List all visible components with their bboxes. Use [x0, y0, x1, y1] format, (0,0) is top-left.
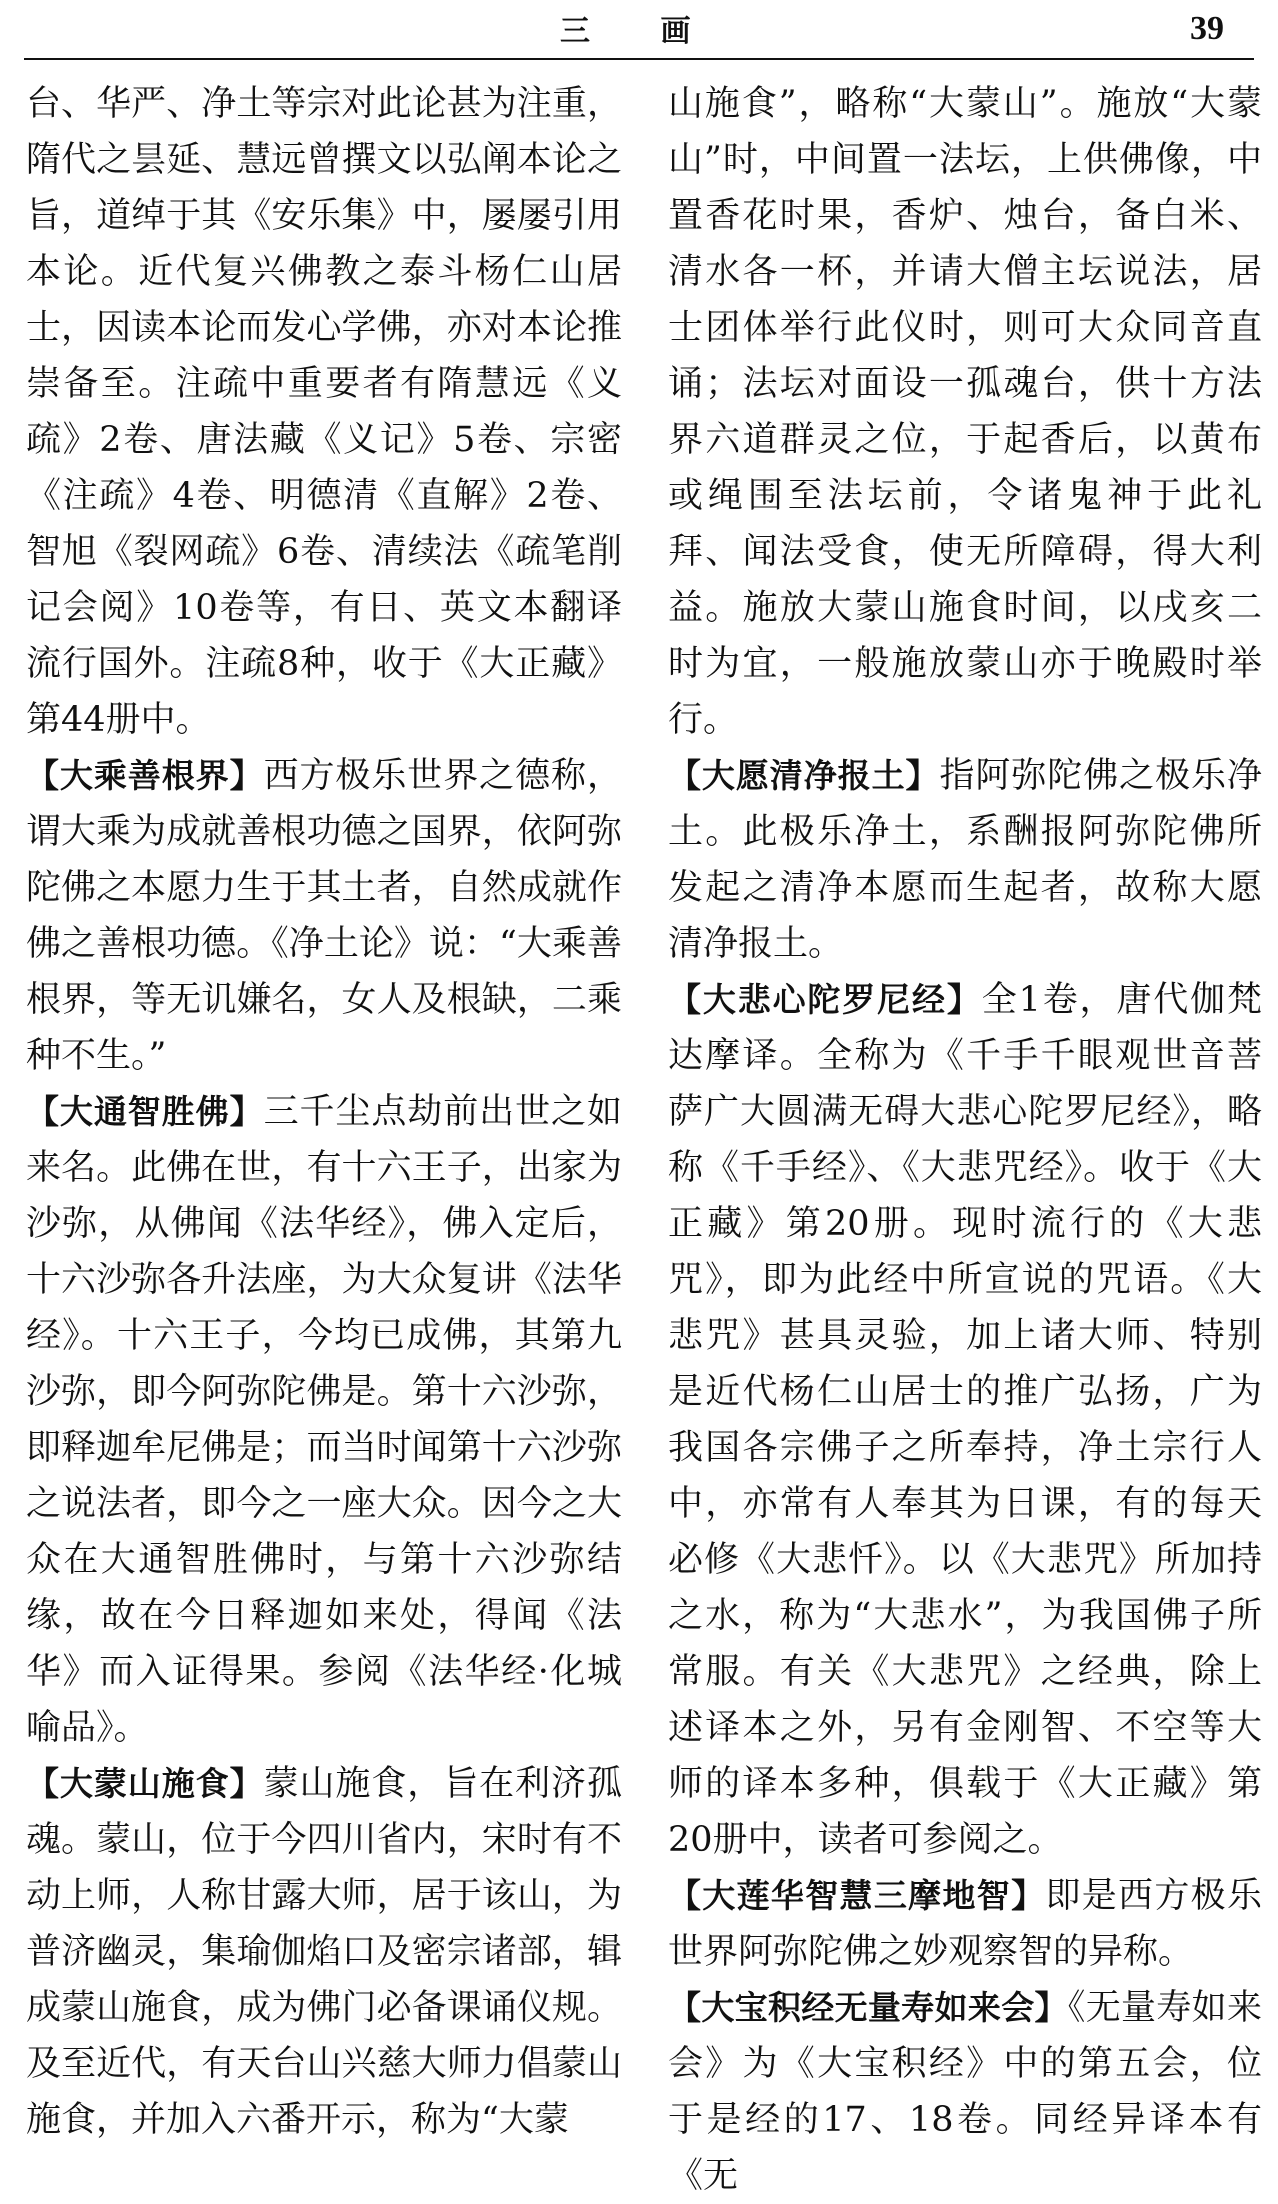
continued-paragraph: 台、华严、净土等宗对此论甚为注重，隋代之昙延、慧远曾撰文以弘阐本论之旨，道绰于其《安乐集》中，屡屡引用本论。近代复兴佛教之泰斗杨仁山居士，因读本论而发心学佛，亦对本论推崇备至。注疏中重要者有隋慧远《义疏》2卷、唐法藏《义记》5卷、宗密《注疏》4卷、明德清《直解》2卷、智旭《裂网疏》6卷、清续法《疏笔削记会阅》10卷等，有日、英文本翻译流行国外。注疏8种，收于《大正藏》第44册中。 [26, 84, 622, 740]
entry-headword: 【大乘善根界】 [26, 756, 264, 795]
dictionary-entry [26, 1756, 622, 2148]
continued-paragraph: 山施食”，略称“大蒙山”。施放“大蒙山”时，中间置一法坛，上供佛像，中置香花时果，香炉、烛台，备白米、清水各一杯，并请大僧主坛说法，居士团体举行此仪时，则可大众同音直诵；法坛对面设一孤魂台，供十方法界六道群灵之位，于起香后，以黄布或绳围至法坛前，令诸鬼神于此礼拜、闻法受食，使无所障碍，得大利益。施放大蒙山施食时间，以戌亥二时为宜，一般施放蒙山亦于晚殿时举行。 [668, 84, 1262, 740]
dictionary-entry [668, 972, 1262, 1868]
dictionary-entry [668, 748, 1262, 972]
dictionary-entry [26, 748, 622, 1084]
header-rule [24, 58, 1254, 60]
entry-headword: 【大蒙山施食】 [26, 1764, 264, 1803]
entry-text: 蒙山施食，旨在利济孤魂。蒙山，位于今四川省内，宋时有不动上师，人称甘露大师，居于该山，为普济幽灵，集瑜伽焰口及密宗诸部，辑成蒙山施食，成为佛门必备课诵仪规。及至近代，有天台山兴慈大师力倡蒙山施食，并加入六番开示，称为“大蒙 [26, 1764, 622, 2140]
dictionary-entry [668, 1868, 1262, 1980]
entry-text: 西方极乐世界之德称，谓大乘为成就善根功德之国界，依阿弥陀佛之本愿力生于其土者，自然成就作佛之善根功德。《净土论》说：“大乘善根界，等无讥嫌名，女人及根缺，二乘种不生。” [26, 756, 622, 1076]
entry-text: 三千尘点劫前出世之如来名。此佛在世，有十六王子，出家为沙弥，从佛闻《法华经》，佛入定后，十六沙弥各升法座，为大众复讲《法华经》。十六王子，今均已成佛，其第九沙弥，即今阿弥陀佛是。第十六沙弥，即释迦牟尼佛是；而当时闻第十六沙弥之说法者，即今之一座大众。因今之大众在大通智胜佛时，与第十六沙弥结缘，故在今日释迦如来处，得闻《法华》而入证得果。参阅《法华经·化城喻品》。 [26, 1092, 622, 1748]
entry-text: 《无量寿如来会》为《大宝积经》中的第五会，位于是经的17、18卷。同经异译本有《无 [668, 1988, 1262, 2196]
dictionary-entry [668, 1980, 1262, 2204]
entry-text: 全1卷，唐代伽梵达摩译。全称为《千手千眼观世音菩萨广大圆满无碍大悲心陀罗尼经》，略称《千手经》、《大悲咒经》。收于《大正藏》第20册。现时流行的《大悲咒》，即为此经中所宣说的咒语。《大悲咒》甚具灵验，加上诸大师、特别是近代杨仁山居士的推广弘扬，广为我国各宗佛子之所奉持，净土宗行人中，亦常有人奉其为日课，有的每天必修《大悲忏》。以《大悲咒》所加持之水，称为“大悲水”，为我国佛子所常服。有关《大悲咒》之经典，除上述译本之外，另有金刚智、不空等大师的译本多种，俱载于《大正藏》第20册中，读者可参阅之。 [668, 980, 1262, 1860]
page-header [0, 0, 1278, 60]
entry-headword: 【大莲华智慧三摩地智】 [668, 1876, 1046, 1915]
left-column [26, 76, 622, 2148]
entry-headword: 【大宝积经无量寿如来会】 [668, 1988, 1068, 2027]
running-head: 三 画 [560, 14, 721, 49]
right-column [668, 76, 1262, 2204]
dictionary-entry [26, 1084, 622, 1756]
entry-headword: 【大愿清净报土】 [668, 756, 940, 795]
entry-headword: 【大通智胜佛】 [26, 1092, 264, 1131]
entry-headword: 【大悲心陀罗尼经】 [668, 980, 982, 1019]
entry-text: 指阿弥陀佛之极乐净土。此极乐净土，系酬报阿弥陀佛所发起之清净本愿而生起者，故称大愿清净报土。 [668, 756, 1262, 964]
page-number: 39 [1190, 10, 1224, 47]
entry-text: 即是西方极乐世界阿弥陀佛之妙观察智的异称。 [668, 1876, 1262, 1972]
